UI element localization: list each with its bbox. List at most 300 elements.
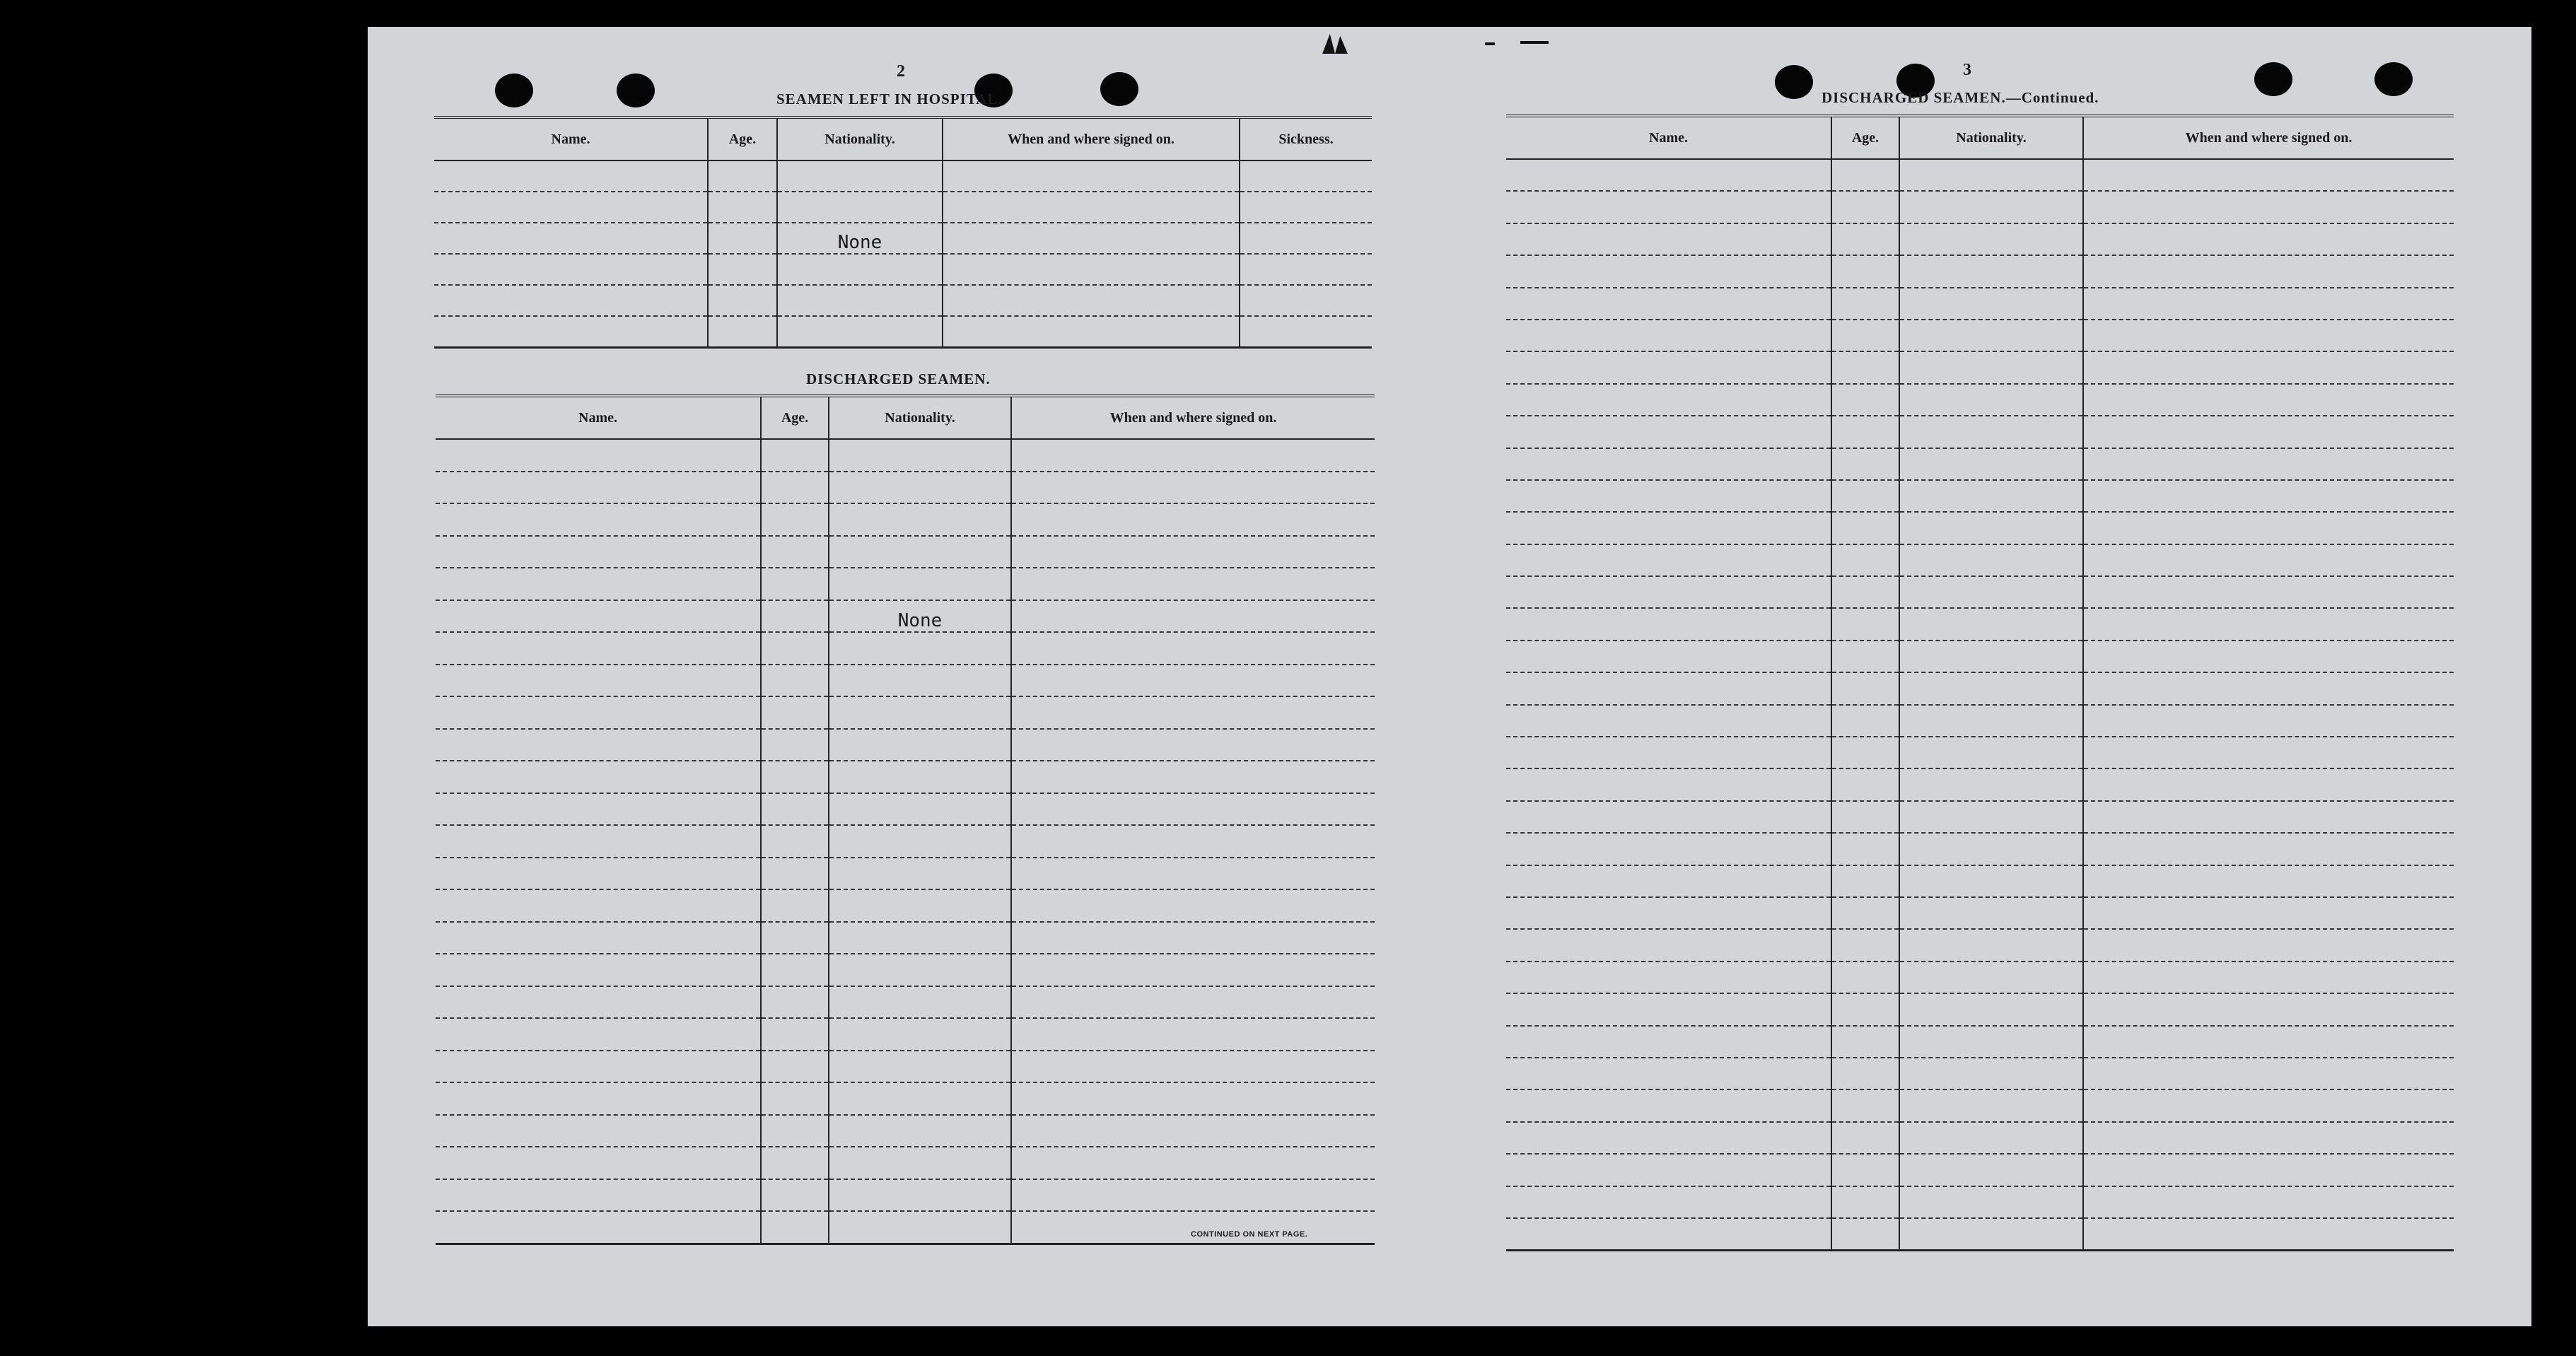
table-row	[436, 665, 1375, 697]
table-cell	[761, 568, 829, 600]
table-row	[436, 1018, 1375, 1051]
scan-artifact	[1520, 41, 1549, 44]
table-row	[436, 858, 1375, 890]
table-row	[436, 761, 1375, 793]
table-row	[434, 285, 1372, 316]
table-row	[1506, 351, 2454, 383]
table-cell	[1899, 512, 2083, 544]
table-cell	[1899, 929, 2083, 961]
table-cell	[2083, 288, 2454, 320]
table-cell	[1899, 159, 2083, 191]
table-cell	[761, 1179, 829, 1212]
table-cell	[436, 472, 761, 504]
table-cell	[1899, 255, 2083, 287]
table-cell	[436, 761, 761, 793]
table-cell	[761, 729, 829, 761]
table-cell	[1011, 439, 1375, 472]
discharged-continued-title: DISCHARGED SEAMEN.—Continued.	[1822, 89, 2099, 106]
table-cell	[829, 889, 1011, 922]
discharged-section-title: DISCHARGED SEAMEN.	[806, 370, 991, 387]
table-cell	[2083, 480, 2454, 512]
table-cell	[1899, 993, 2083, 1025]
table-cell	[761, 858, 829, 890]
table-cell	[829, 472, 1011, 504]
table-cell	[1899, 1089, 2083, 1121]
table-row	[1506, 641, 2454, 672]
discharged-header-row	[436, 396, 1375, 439]
table-cell	[1011, 825, 1375, 858]
table-cell	[1831, 737, 1899, 768]
table-cell	[436, 922, 761, 954]
discharged-table	[436, 394, 1375, 1245]
table-cell	[761, 1082, 829, 1115]
table-cell	[1011, 1051, 1375, 1083]
table-cell	[1011, 761, 1375, 793]
discharged-continued-table-body	[1506, 159, 2454, 1251]
table-row	[1506, 672, 2454, 704]
table-cell	[2083, 705, 2454, 737]
table-cell	[1831, 705, 1899, 737]
table-cell	[1831, 448, 1899, 480]
table-cell	[761, 439, 829, 472]
table-row	[1506, 1026, 2454, 1058]
table-cell	[708, 160, 777, 192]
table-cell	[1831, 608, 1899, 640]
table-cell	[1506, 288, 1831, 320]
table-cell	[1506, 672, 1831, 704]
table-cell	[1899, 865, 2083, 897]
table-cell	[761, 1018, 829, 1051]
table-row	[1506, 223, 2454, 255]
table-cell	[2083, 608, 2454, 640]
table-cell	[1831, 962, 1899, 993]
table-cell	[829, 922, 1011, 954]
document-sheet	[368, 27, 2531, 1326]
table-cell	[829, 986, 1011, 1019]
table-cell	[1831, 1218, 1899, 1251]
table-cell	[2083, 1026, 2454, 1058]
table-cell	[1011, 536, 1375, 568]
table-cell	[761, 986, 829, 1019]
table-cell	[829, 729, 1011, 761]
table-cell	[436, 986, 761, 1019]
table-cell	[943, 285, 1240, 316]
table-cell	[708, 192, 777, 223]
table-cell	[2083, 576, 2454, 608]
table-cell	[436, 954, 761, 986]
punch-hole-icon	[617, 74, 655, 107]
table-cell	[829, 1051, 1011, 1083]
table-cell	[829, 439, 1011, 472]
table-cell	[1506, 833, 1831, 865]
table-cell	[1899, 641, 2083, 672]
page-number: 2	[897, 62, 905, 81]
table-row	[436, 1082, 1375, 1115]
table-cell	[1506, 1026, 1831, 1058]
table-cell	[2083, 223, 2454, 255]
table-cell	[1506, 512, 1831, 544]
continued-footnote: CONTINUED ON NEXT PAGE.	[1191, 1230, 1308, 1239]
table-cell	[434, 160, 708, 192]
table-cell	[761, 665, 829, 697]
table-cell	[436, 889, 761, 922]
table-cell	[1831, 1089, 1899, 1121]
table-cell	[761, 472, 829, 504]
table-cell	[1506, 351, 1831, 383]
page-number: 3	[1963, 61, 1971, 79]
column-header-name: Name.	[436, 396, 761, 439]
table-cell	[829, 568, 1011, 600]
table-cell	[1011, 1018, 1375, 1051]
table-cell	[2083, 1089, 2454, 1121]
table-cell	[1899, 448, 2083, 480]
table-cell	[1506, 544, 1831, 576]
table-cell	[829, 793, 1011, 826]
table-row	[1506, 1122, 2454, 1154]
table-cell	[1506, 448, 1831, 480]
hospital-header-row	[434, 117, 1372, 160]
table-cell	[829, 696, 1011, 729]
table-cell	[2083, 672, 2454, 704]
table-cell	[761, 696, 829, 729]
table-cell	[1506, 705, 1831, 737]
table-cell	[1506, 993, 1831, 1025]
table-row	[1506, 255, 2454, 287]
column-header-name: Name.	[1506, 116, 1831, 159]
table-cell	[2083, 544, 2454, 576]
column-header-nationality: Nationality.	[829, 396, 1011, 439]
table-cell	[1506, 159, 1831, 191]
table-cell	[761, 503, 829, 536]
table-cell	[1831, 768, 1899, 800]
table-cell	[1506, 962, 1831, 993]
column-header-signed-on: When and where signed on.	[2083, 116, 2454, 159]
table-row	[1506, 962, 2454, 993]
table-cell	[1011, 1115, 1375, 1147]
table-cell	[1011, 1147, 1375, 1179]
table-cell	[777, 285, 943, 316]
table-cell	[2083, 320, 2454, 351]
table-cell	[1240, 192, 1372, 223]
table-cell	[1240, 254, 1372, 285]
table-cell	[1831, 223, 1899, 255]
table-cell	[2083, 416, 2454, 448]
table-cell	[829, 503, 1011, 536]
table-row	[436, 1115, 1375, 1147]
table-cell	[2083, 351, 2454, 383]
hospital-section-title: SEAMEN LEFT IN HOSPITAL.	[776, 90, 1003, 107]
table-cell	[1011, 568, 1375, 600]
table-cell	[2083, 897, 2454, 929]
table-row	[1506, 288, 2454, 320]
table-row	[1506, 448, 2454, 480]
table-cell	[2083, 1218, 2454, 1251]
table-cell	[1011, 729, 1375, 761]
table-cell	[436, 858, 761, 890]
table-cell	[1506, 223, 1831, 255]
table-cell	[761, 1211, 829, 1244]
table-cell	[1831, 544, 1899, 576]
table-cell	[1899, 320, 2083, 351]
table-cell	[1506, 191, 1831, 223]
table-cell	[2083, 1122, 2454, 1154]
table-cell	[1011, 1179, 1375, 1212]
table-row	[1506, 929, 2454, 961]
table-row	[434, 192, 1372, 223]
table-cell	[1831, 993, 1899, 1025]
table-cell	[1506, 1122, 1831, 1154]
table-row	[1506, 1154, 2454, 1186]
table-cell	[829, 1147, 1011, 1179]
table-cell	[436, 793, 761, 826]
column-header-signed-on: When and where signed on.	[943, 117, 1240, 160]
table-cell	[2083, 833, 2454, 865]
table-row	[436, 1179, 1375, 1212]
table-cell	[2083, 962, 2454, 993]
table-cell	[1011, 1211, 1375, 1244]
table-row	[1506, 833, 2454, 865]
table-row	[1506, 1186, 2454, 1218]
table-cell	[1899, 544, 2083, 576]
table-cell	[1240, 223, 1372, 254]
table-cell	[2083, 641, 2454, 672]
column-header-nationality: Nationality.	[1899, 116, 2083, 159]
table-cell	[1899, 833, 2083, 865]
table-cell	[829, 954, 1011, 986]
table-cell	[1899, 962, 2083, 993]
table-cell	[1899, 351, 2083, 383]
table-cell	[1899, 416, 2083, 448]
table-cell	[434, 192, 708, 223]
table-row	[1506, 897, 2454, 929]
table-cell	[436, 665, 761, 697]
table-cell	[1831, 929, 1899, 961]
table-cell	[1011, 889, 1375, 922]
table-cell	[1506, 255, 1831, 287]
table-cell	[1899, 1154, 2083, 1186]
table-row	[1506, 512, 2454, 544]
table-cell	[2083, 801, 2454, 833]
table-row	[434, 316, 1372, 348]
table-cell	[1240, 316, 1372, 348]
table-cell	[2083, 929, 2454, 961]
table-row	[1506, 1218, 2454, 1251]
table-cell	[2083, 865, 2454, 897]
table-cell	[1899, 480, 2083, 512]
table-row	[1506, 1089, 2454, 1121]
table-cell	[1899, 1218, 2083, 1251]
table-cell	[1240, 285, 1372, 316]
table-cell	[708, 316, 777, 348]
table-row	[436, 954, 1375, 986]
table-cell	[1831, 897, 1899, 929]
discharged-continued-header-row	[1506, 116, 2454, 159]
table-cell	[1506, 1218, 1831, 1251]
table-row	[1506, 416, 2454, 448]
table-cell	[1831, 351, 1899, 383]
table-row	[434, 160, 1372, 192]
table-cell	[1011, 793, 1375, 826]
table-row	[1506, 737, 2454, 768]
table-cell	[1831, 191, 1899, 223]
table-cell	[1506, 641, 1831, 672]
table-cell	[2083, 993, 2454, 1025]
table-cell	[829, 665, 1011, 697]
table-row	[436, 889, 1375, 922]
table-cell	[829, 761, 1011, 793]
hospital-table	[434, 116, 1372, 349]
table-cell	[777, 254, 943, 285]
table-row	[1506, 544, 2454, 576]
discharged-continued-table	[1506, 115, 2454, 1251]
table-cell	[1506, 1089, 1831, 1121]
table-cell	[1506, 1186, 1831, 1218]
table-cell	[434, 316, 708, 348]
table-cell	[436, 729, 761, 761]
table-cell	[1831, 416, 1899, 448]
table-cell	[434, 223, 708, 254]
table-cell	[2083, 159, 2454, 191]
table-cell	[708, 254, 777, 285]
punch-hole-icon	[2374, 62, 2413, 96]
table-row	[1506, 191, 2454, 223]
table-cell	[1011, 696, 1375, 729]
discharged-table-body	[436, 439, 1375, 1244]
table-cell	[2083, 1154, 2454, 1186]
table-cell	[1899, 1058, 2083, 1089]
table-cell	[761, 600, 829, 633]
table-cell	[829, 858, 1011, 890]
table-cell	[1506, 768, 1831, 800]
table-row	[436, 503, 1375, 536]
table-cell	[1831, 480, 1899, 512]
table-cell	[434, 254, 708, 285]
table-cell	[1506, 320, 1831, 351]
table-cell	[829, 1179, 1011, 1212]
table-cell	[829, 1115, 1011, 1147]
table-cell	[829, 632, 1011, 665]
table-row	[436, 825, 1375, 858]
table-cell	[1831, 1186, 1899, 1218]
table-cell	[1899, 672, 2083, 704]
table-cell	[777, 160, 943, 192]
table-cell	[1899, 1026, 2083, 1058]
table-cell	[436, 825, 761, 858]
table-cell	[761, 632, 829, 665]
table-cell	[436, 632, 761, 665]
table-cell	[2083, 255, 2454, 287]
table-cell	[2083, 737, 2454, 768]
table-cell	[436, 1051, 761, 1083]
table-row	[436, 986, 1375, 1019]
none-entry: None	[897, 610, 943, 631]
table-row	[436, 600, 1375, 633]
table-cell	[1831, 801, 1899, 833]
table-cell	[1899, 288, 2083, 320]
table-cell	[1831, 320, 1899, 351]
table-row	[436, 793, 1375, 826]
table-cell	[943, 192, 1240, 223]
table-cell	[436, 696, 761, 729]
table-cell	[2083, 191, 2454, 223]
table-row	[1506, 1058, 2454, 1089]
table-cell	[943, 160, 1240, 192]
table-row	[434, 223, 1372, 254]
table-cell	[829, 1082, 1011, 1115]
table-row	[1506, 705, 2454, 737]
table-cell	[1831, 288, 1899, 320]
table-cell	[1831, 1026, 1899, 1058]
table-cell	[2083, 768, 2454, 800]
table-cell	[434, 285, 708, 316]
table-cell	[1899, 384, 2083, 416]
table-cell	[436, 503, 761, 536]
table-cell	[1506, 576, 1831, 608]
table-row	[436, 568, 1375, 600]
table-cell	[1506, 608, 1831, 640]
table-row	[436, 439, 1375, 472]
table-row	[436, 922, 1375, 954]
table-cell	[436, 1115, 761, 1147]
table-cell	[777, 223, 943, 254]
scan-artifact	[1322, 34, 1348, 54]
table-cell	[761, 793, 829, 826]
table-cell	[761, 954, 829, 986]
table-cell	[1011, 858, 1375, 890]
table-row	[436, 729, 1375, 761]
table-cell	[1011, 503, 1375, 536]
table-cell	[829, 536, 1011, 568]
table-row	[436, 1147, 1375, 1179]
table-row	[1506, 320, 2454, 351]
table-cell	[829, 600, 1011, 633]
table-cell	[1831, 1058, 1899, 1089]
table-cell	[1506, 865, 1831, 897]
table-cell	[708, 285, 777, 316]
table-row	[436, 536, 1375, 568]
table-cell	[829, 825, 1011, 858]
table-cell	[761, 1115, 829, 1147]
table-cell	[761, 761, 829, 793]
table-row	[1506, 384, 2454, 416]
table-row	[436, 472, 1375, 504]
table-cell	[1011, 600, 1375, 633]
table-cell	[1506, 801, 1831, 833]
table-cell	[2083, 384, 2454, 416]
table-cell	[1011, 1082, 1375, 1115]
table-cell	[1899, 223, 2083, 255]
column-header-age: Age.	[1831, 116, 1899, 159]
table-row	[1506, 993, 2454, 1025]
table-cell	[777, 316, 943, 348]
column-header-sickness: Sickness.	[1240, 117, 1372, 160]
table-cell	[1240, 160, 1372, 192]
table-cell	[1011, 922, 1375, 954]
table-cell	[1506, 384, 1831, 416]
table-cell	[1899, 1186, 2083, 1218]
table-cell	[943, 316, 1240, 348]
table-cell	[761, 1051, 829, 1083]
table-cell	[2083, 512, 2454, 544]
punch-hole-icon	[1775, 65, 1813, 99]
table-cell	[1831, 512, 1899, 544]
table-cell	[1831, 576, 1899, 608]
table-row	[1506, 865, 2454, 897]
column-header-nationality: Nationality.	[777, 117, 943, 160]
table-cell	[1011, 665, 1375, 697]
table-cell	[1506, 1154, 1831, 1186]
punch-hole-icon	[2254, 62, 2292, 96]
